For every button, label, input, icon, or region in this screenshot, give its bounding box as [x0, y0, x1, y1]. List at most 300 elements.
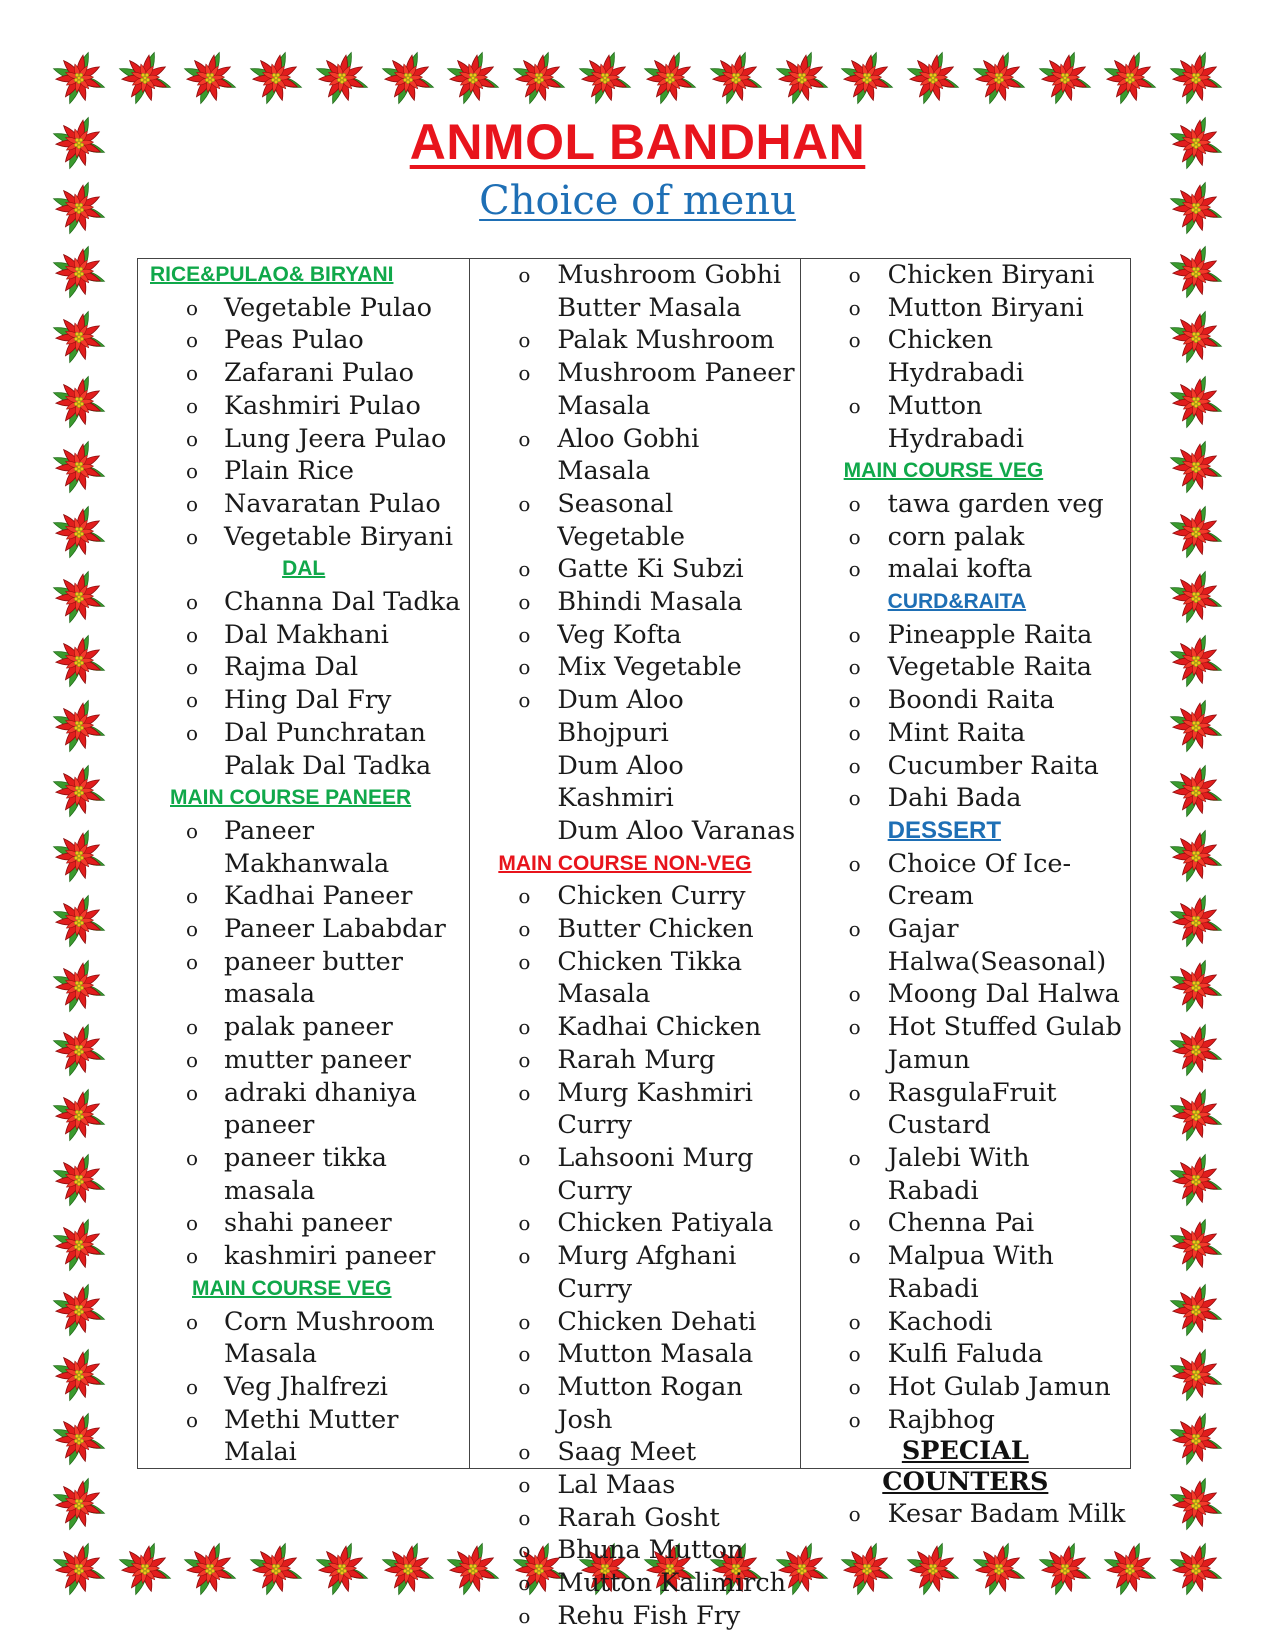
bullet-icon: o — [186, 491, 199, 516]
bullet-icon: o — [518, 1603, 531, 1628]
menu-item — [470, 1436, 799, 1469]
poinsettia-flower-icon — [1167, 308, 1225, 366]
menu-item-label: Palak Mushroom — [557, 325, 775, 356]
menu-item-label: Gatte Ki Subzi — [557, 554, 744, 585]
menu-item — [138, 324, 469, 357]
section-heading: RICE&PULAO& BIRYANI — [150, 263, 394, 286]
menu-item-label: Dal Punchratan — [224, 717, 426, 748]
section-heading: MAIN COURSE PANEER — [170, 786, 412, 810]
bullet-icon: o — [518, 1505, 531, 1530]
bullet-icon: o — [848, 1015, 861, 1040]
bullet-icon: o — [186, 1145, 199, 1170]
poinsettia-flower-icon — [50, 1281, 108, 1339]
menu-item-label: Cucumber Raita — [887, 750, 1099, 781]
menu-item — [801, 684, 1130, 717]
poinsettia-flower-icon — [1167, 1281, 1225, 1339]
bullet-icon: o — [518, 1244, 531, 1269]
section-heading: MAIN COURSE VEG — [843, 459, 1044, 483]
bullet-icon: o — [186, 328, 199, 353]
menu-item-label: adraki dhaniya — [224, 1077, 417, 1108]
bullet-icon: o — [848, 753, 861, 778]
menu-item — [801, 619, 1130, 652]
bullet-icon: o — [848, 491, 861, 516]
menu-item — [470, 586, 799, 619]
menu-item-label: Seasonal Vegetable — [557, 488, 685, 552]
bullet-icon: o — [518, 622, 531, 647]
menu-item — [470, 1502, 799, 1535]
menu-column-3 — [800, 259, 1130, 1530]
bullet-icon: o — [518, 1538, 531, 1563]
poinsettia-flower-icon — [904, 1540, 962, 1598]
menu-item — [470, 684, 799, 749]
bullet-icon: o — [186, 524, 199, 549]
menu-item-label: Veg Kofta — [557, 619, 682, 650]
menu-item — [470, 1567, 799, 1600]
menu-item — [470, 1142, 799, 1175]
menu-item-label: Veg Jhalfrezi — [224, 1371, 388, 1402]
menu-item — [138, 717, 469, 750]
menu-item — [138, 913, 469, 946]
menu-item — [801, 292, 1130, 325]
poinsettia-flower-icon — [1101, 49, 1159, 107]
bullet-icon: o — [848, 524, 861, 549]
menu-item-label: Kadhai Paneer — [224, 881, 413, 912]
menu-item-label: Rajbhog — [887, 1404, 995, 1435]
bullet-icon: o — [848, 655, 861, 680]
bullet-icon: o — [518, 328, 531, 353]
bullet-icon: o — [518, 263, 531, 287]
menu-item-label: Chenna Pai — [887, 1208, 1035, 1239]
poinsettia-flower-icon — [379, 49, 437, 107]
menu-item — [470, 1469, 799, 1502]
poinsettia-flower-icon — [444, 49, 502, 107]
menu-item — [138, 1142, 469, 1175]
menu-item — [138, 880, 469, 913]
bullet-icon: o — [848, 1374, 861, 1399]
poinsettia-flower-icon — [50, 1540, 108, 1598]
menu-item-label-continued: Jamun — [887, 1044, 971, 1075]
poinsettia-flower-icon — [50, 1346, 108, 1404]
menu-item-label: Paneer Lababdar — [224, 914, 446, 945]
poinsettia-flower-icon — [838, 49, 896, 107]
menu-item-label-continued: Curry — [557, 1273, 633, 1304]
bullet-icon: o — [848, 1244, 861, 1269]
poinsettia-flower-icon — [50, 892, 108, 950]
menu-item-label-continued: Palak Dal Tadka — [224, 750, 432, 781]
poinsettia-flower-icon — [50, 632, 108, 690]
menu-item-label: Hot Stuffed Gulab — [887, 1012, 1122, 1043]
poinsettia-flower-icon — [1167, 1216, 1225, 1274]
section-heading: SPECIAL — [901, 1436, 1029, 1467]
menu-item-label-continued: masala — [224, 979, 316, 1010]
bullet-icon: o — [518, 884, 531, 909]
menu-item — [801, 1338, 1130, 1371]
menu-item-label: Dal Makhani — [224, 619, 389, 650]
menu-item-label: Chicken Tikka — [557, 946, 743, 977]
bullet-icon: o — [186, 1047, 199, 1072]
bullet-icon: o — [186, 1309, 199, 1334]
menu-item-label: Vegetable Biryani — [224, 521, 453, 552]
bullet-icon: o — [848, 917, 861, 942]
bullet-icon: o — [518, 1473, 531, 1498]
poinsettia-flower-icon — [1101, 1540, 1159, 1598]
menu-item — [470, 324, 799, 357]
poinsettia-flower-icon — [50, 308, 108, 366]
poinsettia-flower-icon — [1167, 438, 1225, 496]
bullet-icon: o — [186, 426, 199, 451]
bullet-icon: o — [186, 1374, 199, 1399]
poinsettia-flower-icon — [181, 49, 239, 107]
poinsettia-flower-icon — [904, 49, 962, 107]
menu-item-label: Bhuna Mutton — [557, 1535, 744, 1566]
poinsettia-flower-icon — [1167, 957, 1225, 1015]
menu-item-label: malai kofta — [887, 554, 1033, 585]
section-heading: DAL — [282, 557, 326, 581]
poinsettia-flower-icon — [50, 243, 108, 301]
bullet-icon: o — [518, 1047, 531, 1072]
bullet-icon: o — [848, 688, 861, 713]
menu-item-label: Rarah Gosht — [557, 1502, 720, 1533]
menu-item-label: RasgulaFruit — [887, 1077, 1057, 1108]
menu-item-label-continued: Butter Masala — [557, 292, 742, 323]
poinsettia-flower-icon — [247, 49, 305, 107]
menu-item-label-continued: Curry — [557, 1110, 633, 1141]
bullet-icon: o — [186, 884, 199, 909]
menu-item-label: Peas Pulao — [224, 325, 364, 356]
bullet-icon: o — [848, 786, 861, 811]
menu-item-label: Moong Dal Halwa — [887, 979, 1120, 1010]
menu-item — [801, 782, 1130, 815]
poinsettia-flower-icon — [50, 1216, 108, 1274]
bullet-icon: o — [518, 426, 531, 451]
menu-item-label: Vegetable Raita — [887, 652, 1092, 683]
menu-table — [137, 258, 1131, 1631]
menu-item-label: Bhindi Masala — [557, 587, 743, 618]
menu-item — [470, 913, 799, 946]
menu-column-2 — [469, 259, 799, 1631]
menu-item — [138, 1077, 469, 1110]
menu-item — [470, 1240, 799, 1273]
menu-item-label: Mutton Hydrabadi — [887, 390, 1025, 454]
poinsettia-flower-icon — [773, 49, 831, 107]
poinsettia-flower-icon — [1167, 632, 1225, 690]
menu-item — [801, 521, 1130, 554]
menu-item-label: kashmiri paneer — [224, 1241, 436, 1272]
menu-item — [138, 1011, 469, 1044]
menu-item — [801, 1498, 1130, 1531]
menu-item — [470, 259, 799, 292]
menu-item-label-continued: Masala — [557, 390, 651, 421]
menu-item — [470, 357, 799, 390]
poinsettia-flower-icon — [1167, 1021, 1225, 1079]
bullet-icon: o — [518, 949, 531, 974]
menu-item-label: Mutton Rogan Josh — [557, 1371, 743, 1435]
bullet-icon: o — [848, 1407, 861, 1432]
poinsettia-flower-icon — [116, 49, 174, 107]
bullet-icon: o — [848, 393, 861, 418]
bullet-icon: o — [518, 590, 531, 615]
bullet-icon: o — [186, 949, 199, 974]
menu-item-label: Hing Dal Fry — [224, 685, 392, 716]
menu-item-label: Mutton Biryani — [887, 292, 1084, 323]
poinsettia-flower-icon — [50, 1475, 108, 1533]
bullet-icon: o — [518, 1211, 531, 1236]
menu-item-label: Mix Vegetable — [557, 652, 742, 683]
poinsettia-flower-icon — [313, 49, 371, 107]
poinsettia-flower-icon — [313, 1540, 371, 1598]
section-heading: CURD&RAITA — [887, 590, 1027, 614]
bullet-icon: o — [518, 688, 531, 713]
menu-item-label: Chicken Patiyala — [557, 1208, 774, 1239]
poinsettia-flower-icon — [50, 1086, 108, 1144]
menu-item-label: Saag Meet — [557, 1437, 697, 1468]
bullet-icon: o — [186, 1407, 199, 1432]
menu-item-label: Kulfi Faluda — [887, 1339, 1044, 1370]
bullet-icon: o — [848, 720, 861, 745]
poinsettia-flower-icon — [970, 49, 1028, 107]
bullet-icon: o — [518, 491, 531, 516]
poinsettia-flower-icon — [50, 438, 108, 496]
menu-item-label-continued: Dum Aloo Varanas — [557, 815, 796, 846]
menu-item-label: Kachodi — [887, 1306, 993, 1337]
bullet-icon: o — [186, 393, 199, 418]
bullet-icon: o — [186, 459, 199, 484]
menu-item-label: palak paneer — [224, 1012, 393, 1043]
menu-item — [470, 880, 799, 913]
menu-item-label: Vegetable Pulao — [224, 292, 432, 323]
poinsettia-flower-icon — [1167, 373, 1225, 431]
poinsettia-flower-icon — [1167, 1540, 1225, 1598]
menu-item-label: Choice Of Ice- — [887, 848, 1072, 879]
menu-item-label: Chicken Dehati — [557, 1306, 757, 1337]
page-subtitle: Choice of menu — [479, 178, 796, 224]
poinsettia-flower-icon — [1167, 762, 1225, 820]
poinsettia-flower-icon — [1167, 1410, 1225, 1468]
menu-item — [801, 651, 1130, 684]
section-heading: MAIN COURSE VEG — [192, 1276, 392, 1300]
poinsettia-flower-icon — [707, 49, 765, 107]
menu-item-label-continued: paneer — [224, 1110, 315, 1141]
menu-item — [801, 717, 1130, 750]
menu-item-label-continued: Makhanwala — [224, 848, 390, 879]
menu-item — [470, 1044, 799, 1077]
menu-item-label: Dahi Bada — [887, 783, 1022, 814]
menu-item — [801, 913, 1130, 946]
menu-item-label-continued: Masala — [224, 1339, 317, 1370]
bullet-icon: o — [518, 1015, 531, 1040]
menu-item-label: Mushroom Gobhi — [557, 260, 782, 290]
bullet-icon: o — [848, 263, 861, 287]
menu-item — [138, 390, 469, 423]
menu-item — [470, 946, 799, 979]
bullet-icon: o — [186, 590, 199, 615]
menu-item — [801, 1011, 1130, 1044]
menu-item-label: Murg Afghani — [557, 1241, 737, 1272]
poinsettia-flower-icon — [1167, 1475, 1225, 1533]
bullet-icon: o — [186, 818, 199, 843]
poinsettia-flower-icon — [50, 957, 108, 1015]
menu-item-label: Mutton Kalimirch — [557, 1568, 787, 1599]
poinsettia-flower-icon — [1167, 503, 1225, 561]
menu-item-label: Corn Mushroom — [224, 1306, 435, 1337]
menu-item-label: Navaratan Pulao — [224, 488, 441, 519]
menu-item — [470, 553, 799, 586]
poinsettia-flower-icon — [181, 1540, 239, 1598]
bullet-icon: o — [186, 688, 199, 713]
poinsettia-flower-icon — [379, 1540, 437, 1598]
menu-item — [470, 1600, 799, 1633]
menu-item-label: Butter Chicken — [557, 914, 754, 945]
menu-item — [138, 357, 469, 390]
bullet-icon: o — [848, 622, 861, 647]
menu-item-label-continued: Custard — [887, 1110, 991, 1141]
poinsettia-flower-icon — [116, 1540, 174, 1598]
poinsettia-flower-icon — [247, 1540, 305, 1598]
bullet-icon: o — [186, 295, 199, 320]
menu-item — [470, 488, 799, 553]
menu-item-label: Methi Mutter Malai — [224, 1404, 399, 1468]
menu-item — [138, 521, 469, 554]
menu-item-label: Gajar — [887, 914, 959, 945]
menu-item-label: Plain Rice — [224, 456, 354, 487]
section-heading: MAIN COURSE NON-VEG — [498, 851, 752, 875]
menu-item-label: shahi paneer — [224, 1208, 392, 1239]
menu-item — [801, 259, 1130, 292]
menu-item — [801, 1404, 1130, 1437]
menu-item — [138, 455, 469, 488]
menu-item — [138, 651, 469, 684]
bullet-icon: o — [848, 851, 861, 876]
menu-item-label: Chicken Hydrabadi — [887, 325, 1025, 389]
menu-item — [138, 1306, 469, 1339]
bullet-icon: o — [186, 361, 199, 386]
menu-item — [801, 1306, 1130, 1339]
menu-item-label: Boondi Raita — [887, 685, 1055, 716]
menu-item — [801, 1077, 1130, 1110]
poinsettia-flower-icon — [1167, 49, 1225, 107]
menu-item — [801, 1142, 1130, 1207]
bullet-icon: o — [186, 720, 199, 745]
menu-item-label: Aloo Gobhi Masala — [557, 423, 700, 487]
menu-item-label-continued: Dum Aloo Kashmiri — [557, 750, 684, 814]
menu-item — [801, 390, 1130, 455]
poinsettia-flower-icon — [50, 373, 108, 431]
bullet-icon: o — [848, 295, 861, 320]
poinsettia-flower-icon — [50, 503, 108, 561]
bullet-icon: o — [518, 557, 531, 582]
bullet-icon: o — [848, 1309, 861, 1334]
menu-item-label: Rehu Fish Fry — [557, 1600, 741, 1631]
menu-column-1 — [138, 259, 469, 1468]
menu-item-label: Hot Gulab Jamun — [887, 1371, 1111, 1402]
menu-item — [801, 553, 1130, 586]
menu-item — [470, 1077, 799, 1110]
menu-item-label: mutter paneer — [224, 1044, 411, 1075]
menu-item-label: corn palak — [887, 521, 1025, 552]
menu-item — [138, 1404, 469, 1469]
menu-item — [801, 488, 1130, 521]
menu-item-label: Lahsooni Murg — [557, 1142, 754, 1173]
menu-item — [801, 978, 1130, 1011]
poinsettia-flower-icon — [50, 1410, 108, 1468]
menu-item — [138, 684, 469, 717]
menu-item-label-continued: Halwa(Seasonal) — [887, 946, 1107, 977]
poinsettia-flower-icon — [1036, 1540, 1094, 1598]
menu-item-label: Jalebi With Rabadi — [887, 1142, 1030, 1206]
poinsettia-flower-icon — [50, 827, 108, 885]
menu-item-label: Mint Raita — [887, 717, 1026, 748]
menu-item — [138, 292, 469, 325]
bullet-icon: o — [848, 557, 861, 582]
bullet-icon: o — [518, 361, 531, 386]
menu-item-label: paneer butter — [224, 946, 403, 977]
menu-item-label: Channa Dal Tadka — [224, 587, 461, 618]
poinsettia-flower-icon — [838, 1540, 896, 1598]
bullet-icon: o — [518, 655, 531, 680]
menu-item-label: Chicken Curry — [557, 881, 746, 912]
bullet-icon: o — [848, 328, 861, 353]
menu-item — [138, 1044, 469, 1077]
menu-item-label: Kashmiri Pulao — [224, 390, 421, 421]
poinsettia-flower-icon — [50, 1021, 108, 1079]
menu-item-label-continued: Cream — [887, 881, 974, 912]
menu-item — [470, 423, 799, 488]
menu-item — [470, 1306, 799, 1339]
poinsettia-flower-icon — [641, 49, 699, 107]
bullet-icon: o — [186, 655, 199, 680]
page-title: ANMOL BANDHAN — [409, 114, 866, 170]
section-heading: COUNTERS — [882, 1467, 1049, 1498]
bullet-icon: o — [186, 917, 199, 942]
bullet-icon: o — [518, 1571, 531, 1596]
poinsettia-flower-icon — [576, 49, 634, 107]
menu-item-label-continued: Rabadi — [887, 1273, 979, 1304]
menu-item — [138, 1240, 469, 1273]
menu-item — [138, 488, 469, 521]
bullet-icon: o — [518, 1080, 531, 1105]
menu-item — [801, 324, 1130, 389]
bullet-icon: o — [186, 622, 199, 647]
menu-item-label: Kadhai Chicken — [557, 1012, 762, 1043]
menu-item-label: Dum Aloo Bhojpuri — [557, 685, 684, 748]
poinsettia-flower-icon — [1167, 697, 1225, 755]
menu-item-label: Chicken Biryani — [887, 260, 1095, 290]
menu-item — [138, 586, 469, 619]
bullet-icon: o — [518, 1145, 531, 1170]
menu-item — [138, 1207, 469, 1240]
bullet-icon: o — [848, 1342, 861, 1367]
menu-item — [470, 1207, 799, 1240]
section-heading: DESSERT — [887, 816, 1002, 844]
menu-item — [138, 946, 469, 979]
bullet-icon: o — [518, 1342, 531, 1367]
poinsettia-flower-icon — [50, 697, 108, 755]
bullet-icon: o — [848, 1080, 861, 1105]
menu-item — [470, 619, 799, 652]
poinsettia-flower-icon — [1167, 1086, 1225, 1144]
menu-item — [801, 1207, 1130, 1240]
bullet-icon: o — [186, 1080, 199, 1105]
menu-item-label: tawa garden veg — [887, 488, 1104, 519]
poinsettia-flower-icon — [50, 762, 108, 820]
poinsettia-flower-icon — [50, 568, 108, 626]
menu-item-label: Mutton Masala — [557, 1339, 754, 1370]
poinsettia-flower-icon — [1167, 827, 1225, 885]
menu-item — [801, 848, 1130, 881]
poinsettia-flower-icon — [1167, 243, 1225, 301]
menu-item-label-continued: Curry — [557, 1175, 633, 1206]
bullet-icon: o — [186, 1244, 199, 1269]
